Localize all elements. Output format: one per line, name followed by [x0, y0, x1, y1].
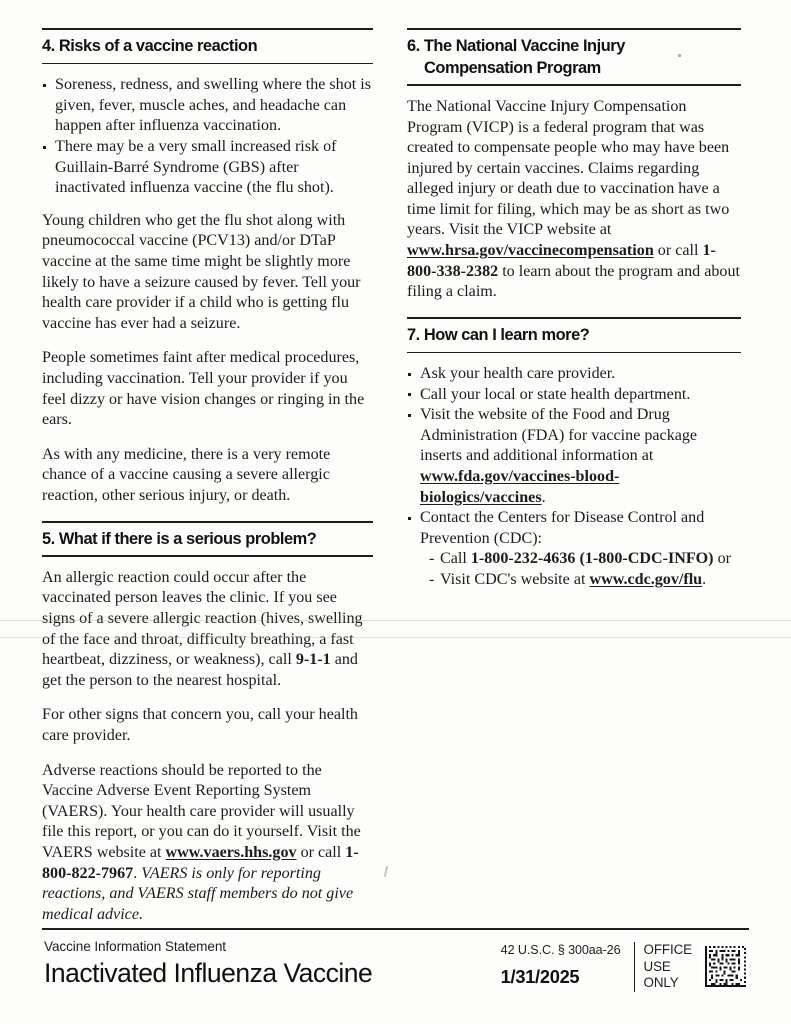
legal-citation: 42 U.S.C. § 300aa-26 [500, 943, 621, 958]
vaers-disclaimer-italic: VAERS is only for reporting reactions, and VAERS staff members do not give medical advice. [42, 864, 354, 923]
footer-kicker: Vaccine Information Statement [44, 939, 226, 955]
cdc-phone-number: 1-800-232-4636 (1-800-CDC-INFO) [470, 550, 714, 568]
section-4-heading: 4. Risks of a vaccine reaction [42, 37, 258, 55]
vaers-website-link[interactable]: www.vaers.hhs.gov [165, 843, 297, 861]
section-5-paragraph-2: For other signs that concern you, call your health care provider. [42, 706, 358, 744]
section-4-paragraph-3: As with any medicine, there is a very remote chance of a vaccine causing a severe allergic reaction, other serious injury, or death. [42, 445, 331, 504]
section-5-serious-problem [42, 521, 373, 557]
cdc-visit-text-b: . [702, 571, 707, 589]
list-item: Soreness, redness, and swelling where the shot is given, fever, muscle aches, and headache can happen after influenza vaccination. [42, 75, 373, 137]
section-5-p3-text-c: . [133, 864, 142, 882]
page-title: Inactivated Influenza Vaccine [44, 958, 373, 989]
section-6-heading [407, 30, 741, 84]
fda-bullet-text-a: Visit the website of the Food and Drug Administration (FDA) for vaccine package inserts and additional information at [420, 406, 698, 465]
section-5-paragraph-1 [42, 568, 373, 692]
section-6-heading-line-1: 6. The National Vaccine Injury [407, 37, 625, 55]
vaers-phone-number: 1-800-822-7967 [42, 843, 359, 882]
section-5-p1-text-a: An allergic reaction could occur after the vaccinated person leaves the clinic. If you see signs of a severe allergic reaction (hives, swelling of the face and throat, difficulty breathing, a fast heartbeat, dizziness, or weakness), call [42, 568, 363, 669]
section-7-learn-more [407, 317, 741, 353]
cdc-call-text-a: Call [440, 550, 471, 568]
office-use-line-3: ONLY [643, 975, 679, 991]
section-5-body [42, 559, 373, 926]
office-use-line-1: OFFICE [643, 942, 692, 958]
section-6-p1-text-c: to learn about the program and about filing a claim. [407, 262, 740, 301]
vicp-phone-number: 1-800-338-2382 [407, 242, 716, 280]
list-item [407, 405, 741, 508]
list-item: Call your local or state health department. [407, 385, 741, 406]
section-7-heading: 7. How can I learn more? [407, 325, 590, 344]
footer-title-block [42, 939, 372, 989]
left-column [42, 28, 373, 939]
list-item: Ask your health care provider. [407, 364, 741, 385]
fda-bullet-text-b: . [541, 488, 546, 506]
cdc-call-text-b: or [713, 550, 731, 568]
page-footer [42, 928, 749, 992]
section-7-bottom-rule [407, 352, 741, 354]
section-4-body [42, 66, 373, 506]
section-6-heading-line-2: Compensation Program [424, 58, 601, 77]
revision-date: 1/31/2025 [500, 965, 580, 987]
list-item [407, 508, 741, 590]
hrsa-vaccinecompensation-link[interactable]: www.hrsa.gov/vaccinecompensation [407, 242, 654, 260]
section-4-risks [42, 28, 373, 64]
section-7-body [407, 355, 741, 591]
list-item: There may be a very small increased risk of Guillain-Barré Syndrome (GBS) after inactivated influenza vaccine (the flu shot). [42, 137, 373, 199]
office-use-line-2: USE [643, 958, 671, 974]
section-6-paragraph-1 [407, 97, 741, 303]
cdc-visit-text-a: Visit CDC's website at [440, 571, 590, 589]
section-6-vicp [407, 28, 741, 86]
list-item [429, 570, 741, 591]
section-4-paragraph-2: People sometimes faint after medical procedures, including vaccination. Tell your provider if you feel dizzy or have vision changes or ringing in the ears. [42, 349, 365, 429]
office-use-only-label [634, 942, 703, 992]
section-5-paragraph-3 [42, 761, 373, 926]
legal-block [501, 942, 634, 987]
fda-vaccines-link[interactable]: www.fda.gov/vaccines-blood-biologics/vaccines [420, 468, 620, 506]
section-5-p3-text-b: or call [296, 843, 346, 861]
right-column [407, 28, 741, 603]
section-6-body [407, 88, 741, 303]
section-6-bottom-rule [407, 84, 741, 86]
datamatrix-barcode-icon [702, 943, 749, 990]
section-4-paragraph-1: Young children who get the flu shot along with pneumococcal vaccine (PCV13) and/or DTaP vaccine at the same time might be slightly more likely to have a seizure caused by fever. Tell your health care provider if a child who is getting flu vaccine has ever had a seizure. [42, 211, 361, 332]
section-4-bullet-list [42, 75, 373, 199]
cdc-flu-website-link[interactable]: www.cdc.gov/flu [589, 571, 703, 589]
section-4-bottom-rule [42, 63, 373, 65]
footer-content [42, 930, 749, 992]
emergency-number: 9-1-1 [295, 651, 331, 669]
cdc-bullet-text: Contact the Centers for Disease Control and Prevention (CDC): [420, 509, 705, 547]
section-5-p3-text-a: Adverse reactions should be reported to the Vaccine Adverse Event Reporting System (VAERS). Your health care provider will usually file this report, or you can do it yourself. Visit the VAERS website at [42, 761, 361, 861]
footer-meta-block [501, 939, 749, 992]
cdc-sub-list [420, 549, 741, 590]
list-item [429, 549, 741, 570]
section-6-p1-text-a: The National Vaccine Injury Compensation Program (VICP) is a federal program that was created to compensate people who may have been injured by certain vaccines. Claims regarding alleged injury or death due to vaccination have a time limit for filing, which may be as short as two years. Visit the VICP website at [407, 97, 730, 239]
section-6-p1-text-b: or call [653, 242, 703, 260]
section-5-bottom-rule [42, 555, 373, 557]
section-5-heading: 5. What if there is a serious problem? [42, 529, 317, 548]
section-7-bullet-list [407, 364, 741, 591]
section-5-p1-text-b: and get the person to the nearest hospital. [42, 651, 358, 689]
